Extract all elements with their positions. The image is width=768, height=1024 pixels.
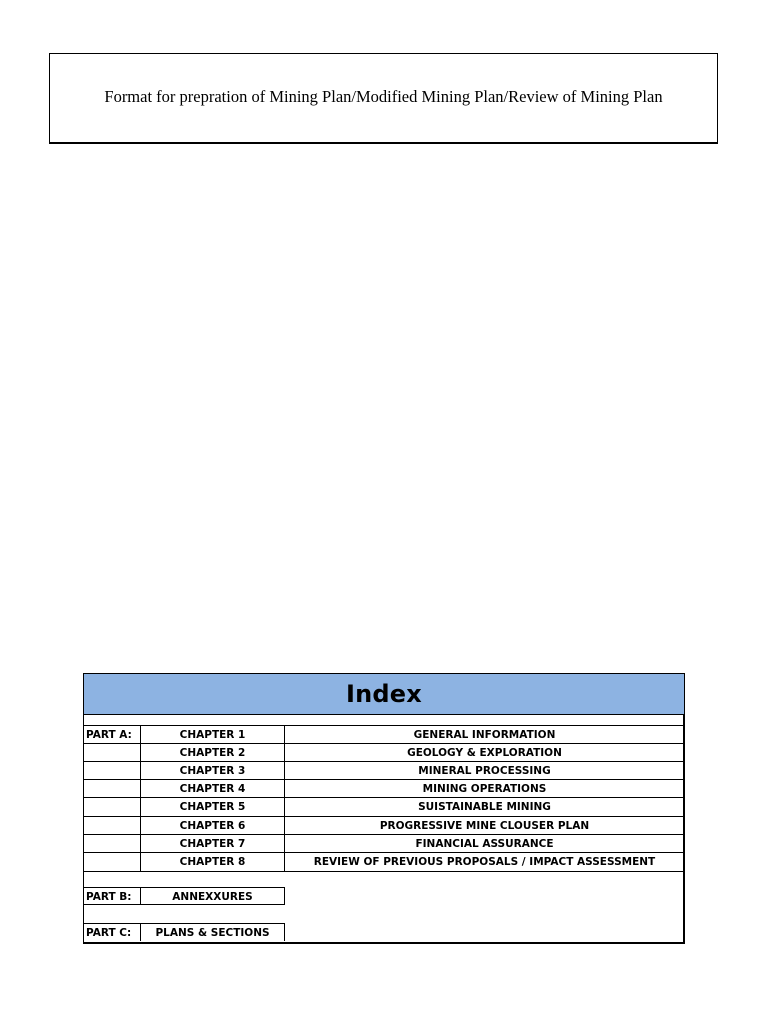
chapter-number: CHAPTER 1 — [141, 726, 285, 744]
table-row — [84, 779, 684, 798]
table-row — [84, 834, 684, 853]
index-header — [84, 674, 684, 715]
chapter-number: CHAPTER 6 — [141, 817, 285, 835]
table-row — [84, 725, 684, 744]
part-b-value: ANNEXXURES — [141, 887, 285, 905]
chapter-number: CHAPTER 4 — [141, 780, 285, 798]
part-cell-empty — [84, 798, 141, 816]
part-c-label: PART C: — [84, 923, 141, 941]
chapter-title: PROGRESSIVE MINE CLOUSER PLAN — [379, 820, 590, 832]
index-table — [83, 673, 685, 944]
chapter-title: MINING OPERATIONS — [422, 783, 547, 795]
chapter-number: CHAPTER 3 — [141, 762, 285, 780]
chapter-title: FINANCIAL ASSURANCE — [415, 838, 554, 850]
table-row — [84, 743, 684, 762]
part-cell-empty — [84, 817, 141, 835]
part-cell-empty — [84, 780, 141, 798]
chapter-number: CHAPTER 7 — [141, 835, 285, 853]
chapter-number: CHAPTER 8 — [141, 853, 285, 871]
document-title: Format for prepration of Mining Plan/Modified Mining Plan/Review of Mining Plan — [104, 87, 663, 106]
chapter-number: CHAPTER 2 — [141, 744, 285, 762]
part-a-label: PART A: — [84, 726, 141, 744]
chapter-title: GEOLOGY & EXPLORATION — [407, 747, 562, 759]
document-title-box — [49, 53, 718, 144]
index-title: Index — [346, 680, 422, 708]
chapter-title: GENERAL INFORMATION — [413, 729, 556, 741]
table-row — [84, 761, 684, 780]
chapter-title: MINERAL PROCESSING — [418, 765, 551, 777]
part-b-label: PART B: — [84, 887, 141, 905]
table-row — [84, 797, 684, 816]
table-row — [84, 852, 684, 872]
part-cell-empty — [84, 744, 141, 762]
chapter-number: CHAPTER 5 — [141, 798, 285, 816]
part-cell-empty — [84, 835, 141, 853]
part-c-value: PLANS & SECTIONS — [141, 923, 285, 941]
part-cell-empty — [84, 853, 141, 871]
chapter-title: SUISTAINABLE MINING — [418, 801, 551, 813]
chapter-title: REVIEW OF PREVIOUS PROPOSALS / IMPACT ASSESSMENT — [313, 856, 656, 868]
table-row — [84, 816, 684, 835]
part-cell-empty — [84, 762, 141, 780]
